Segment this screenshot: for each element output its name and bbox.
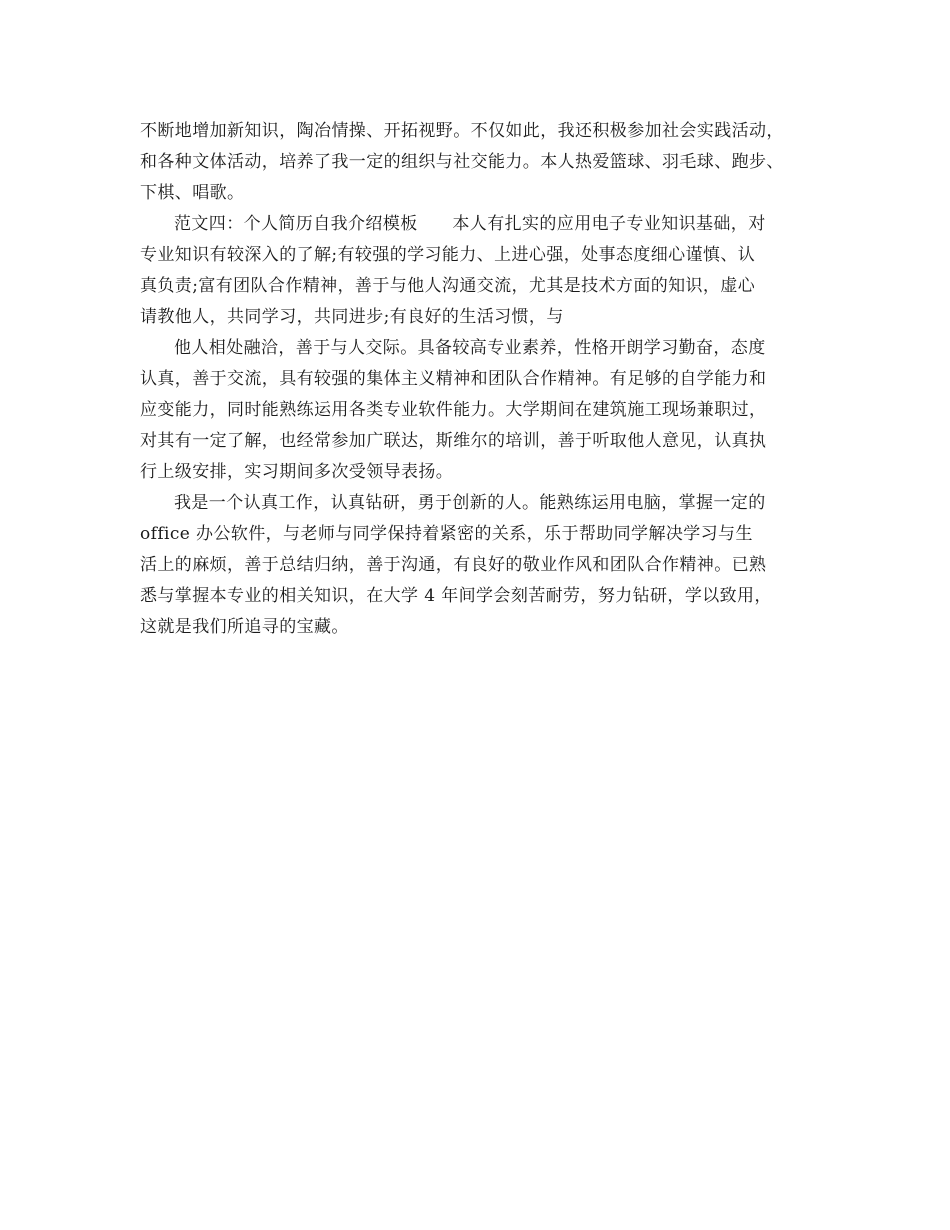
text-line: 请教他人，共同学习，共同进步;有良好的生活习惯，与 <box>140 307 564 327</box>
text-line: 真负责;富有团队合作精神，善于与他人沟通交流，尤其是技术方面的知识，虚心 <box>140 276 756 296</box>
text-line-indented: 范文四：个人简历自我介绍模板 本人有扎实的应用电子专业知识基础，对 <box>174 214 766 234</box>
text-line: 活上的麻烦，善于总结归纳，善于沟通，有良好的敬业作风和团队合作精神。已熟 <box>140 555 767 575</box>
text-line: office 办公软件，与老师与同学保持着紧密的关系，乐于帮助同学解决学习与生 <box>140 524 753 544</box>
text-line: 应变能力，同时能熟练运用各类专业软件能力。大学期间在建筑施工现场兼职过， <box>140 400 767 420</box>
text-line: 不断地增加新知识，陶冶情操、开拓视野。不仅如此，我还积极参加社会实践活动， <box>140 121 784 141</box>
text-line-indented: 我是一个认真工作，认真钻研，勇于创新的人。能熟练运用电脑，掌握一定的 <box>174 493 766 513</box>
text-line: 对其有一定了解，也经常参加广联达，斯维尔的培训，善于听取他人意见，认真执 <box>140 431 767 451</box>
document-body <box>140 116 840 643</box>
text-line: 认真，善于交流，具有较强的集体主义精神和团队合作精神。有足够的自学能力和 <box>140 369 767 389</box>
text-line: 悉与掌握本专业的相关知识，在大学 4 年间学会刻苦耐劳，努力钻研，学以致用， <box>140 586 772 606</box>
text-line: 下棋、唱歌。 <box>140 183 245 203</box>
text-line: 这就是我们所追寻的宝藏。 <box>140 617 349 637</box>
text-line: 行上级安排，实习期间多次受领导表扬。 <box>140 462 454 482</box>
text-line: 专业知识有较深入的了解;有较强的学习能力、上进心强，处事态度细心谨慎、认 <box>140 245 756 265</box>
text-line-indented: 他人相处融洽，善于与人交际。具备较高专业素养，性格开朗学习勤奋，态度 <box>174 338 766 358</box>
text-line: 和各种文体活动，培养了我一定的组织与社交能力。本人热爱篮球、羽毛球、跑步、 <box>140 152 784 172</box>
